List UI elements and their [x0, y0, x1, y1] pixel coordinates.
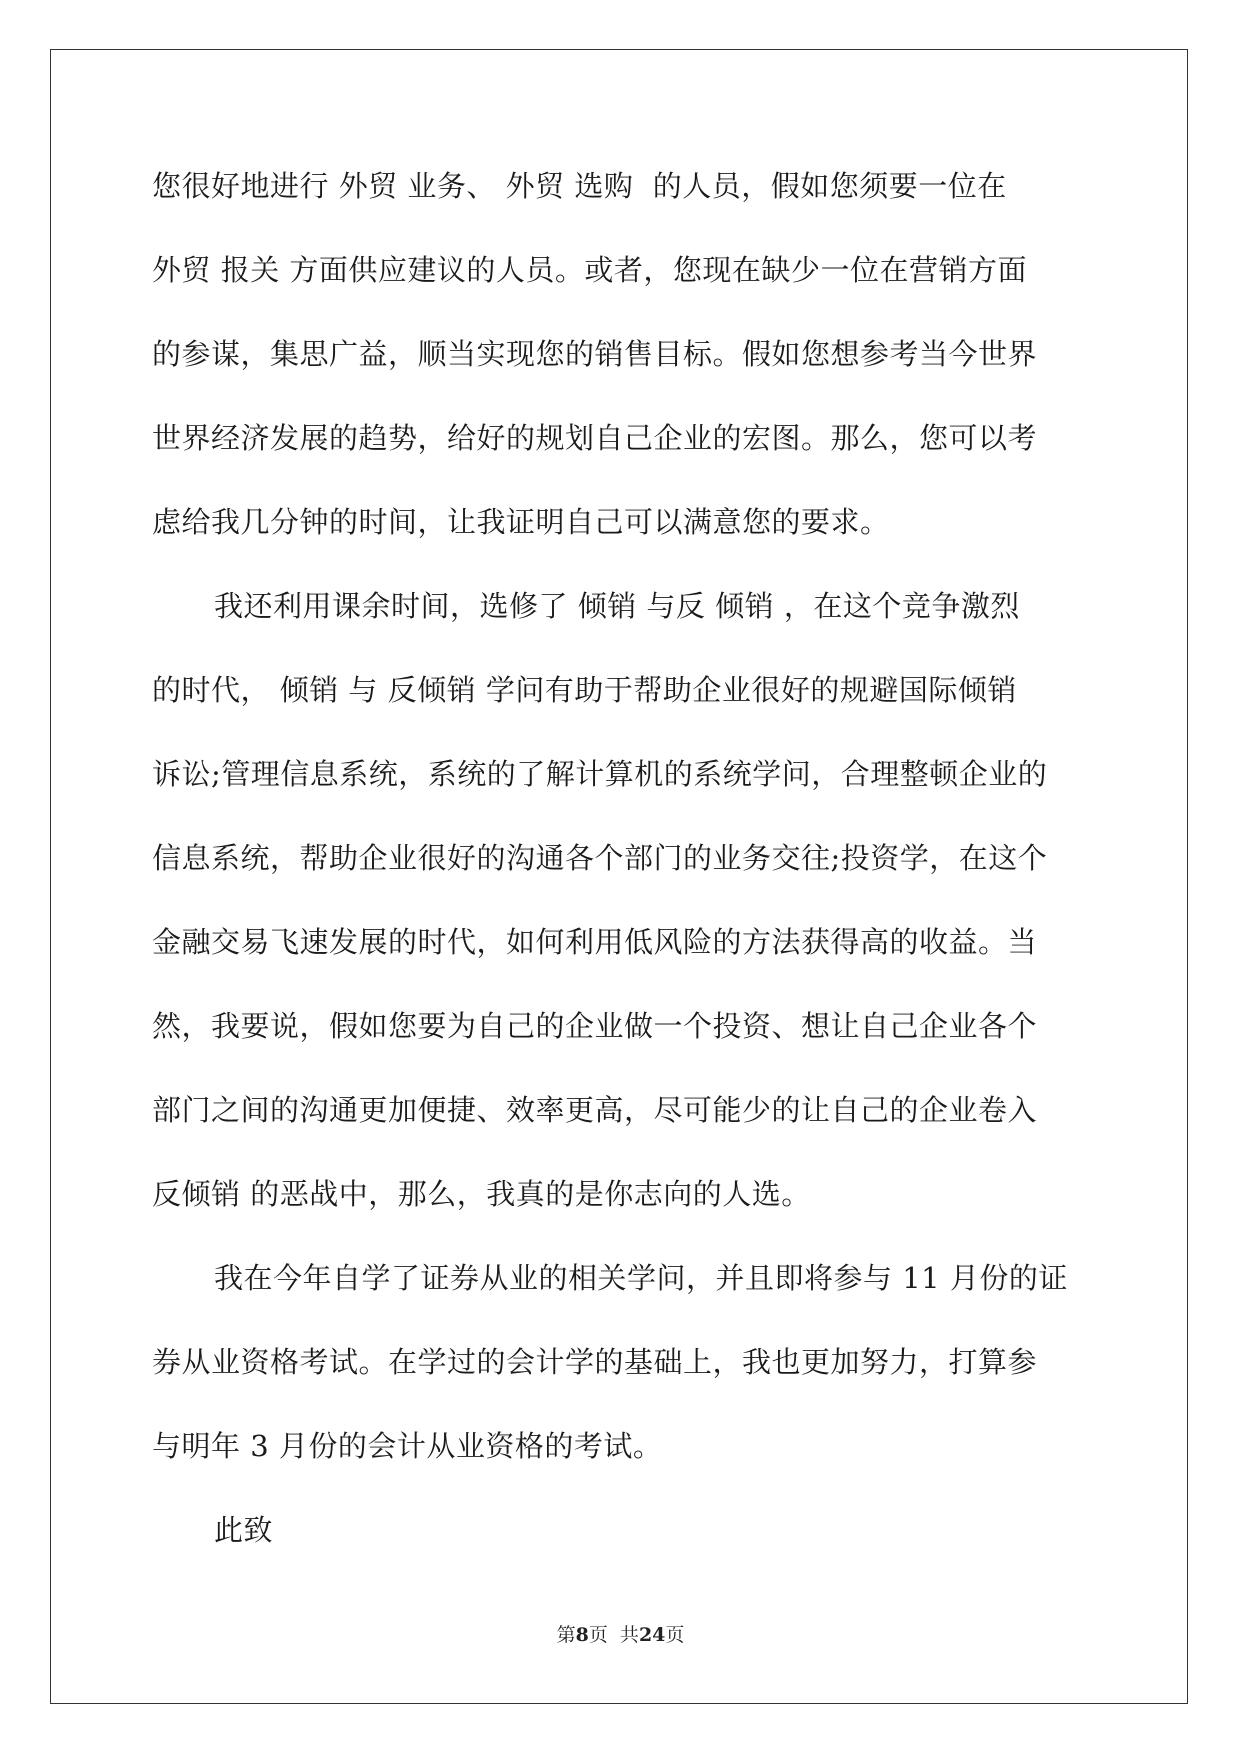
- text-line: 然，我要说，假如您要为自己的企业做一个投资、想让自己企业各个: [152, 1009, 1038, 1043]
- letter-body: [152, 160, 1087, 1588]
- footer-suffix: 页: [665, 1624, 685, 1646]
- text-line: 外贸 报关 方面供应建议的人员。或者，您现在缺少一位在营销方面: [152, 253, 1027, 287]
- paragraph: [152, 1504, 1087, 1588]
- page-number-footer: [0, 1620, 1241, 1647]
- closing-salutation: 此致: [214, 1513, 274, 1547]
- text-line: 的时代， 倾销 与 反倾销 学问有助于帮助企业很好的规避国际倾销: [152, 673, 1017, 707]
- text-line: 与明年 3 月份的会计从业资格的考试。: [152, 1429, 663, 1463]
- text-line: 我在今年自学了证券从业的相关学问，并且即将参与 11 月份的证: [214, 1261, 1068, 1295]
- text-line: 金融交易飞速发展的时代，如何利用低风险的方法获得高的收益。当: [152, 925, 1038, 959]
- text-line: 您很好地进行 外贸 业务、 外贸 选购 的人员，假如您须要一位在: [152, 169, 1007, 203]
- footer-prefix: 第: [556, 1624, 576, 1646]
- footer-middle: 页 共: [588, 1624, 639, 1646]
- text-line: 部门之间的沟通更加便捷、效率更高，尽可能少的让自己的企业卷入: [152, 1093, 1038, 1127]
- text-line: 世界经济发展的趋势，给好的规划自己企业的宏图。那么，您可以考: [152, 421, 1038, 455]
- paragraph: [152, 580, 1087, 1252]
- text-line: 的参谋，集思广益，顺当实现您的销售目标。假如您想参考当今世界: [152, 337, 1038, 371]
- paragraph: [152, 1252, 1087, 1504]
- text-line: 反倾销 的恶战中，那么，我真的是你志向的人选。: [152, 1177, 811, 1211]
- text-line: 虑给我几分钟的时间，让我证明自己可以满意您的要求。: [152, 505, 890, 539]
- total-page-count: 24: [638, 1624, 666, 1646]
- text-line: 信息系统，帮助企业很好的沟通各个部门的业务交往;投资学，在这个: [152, 841, 1048, 875]
- text-line: 券从业资格考试。在学过的会计学的基础上，我也更加努力，打算参: [152, 1345, 1038, 1379]
- paragraph: [152, 160, 1087, 580]
- current-page-number: 8: [575, 1624, 589, 1646]
- text-line: 诉讼;管理信息系统，系统的了解计算机的系统学问，合理整顿企业的: [152, 757, 1048, 791]
- text-line: 我还利用课余时间，选修了 倾销 与反 倾销 ，在这个竞争激烈: [214, 589, 1020, 623]
